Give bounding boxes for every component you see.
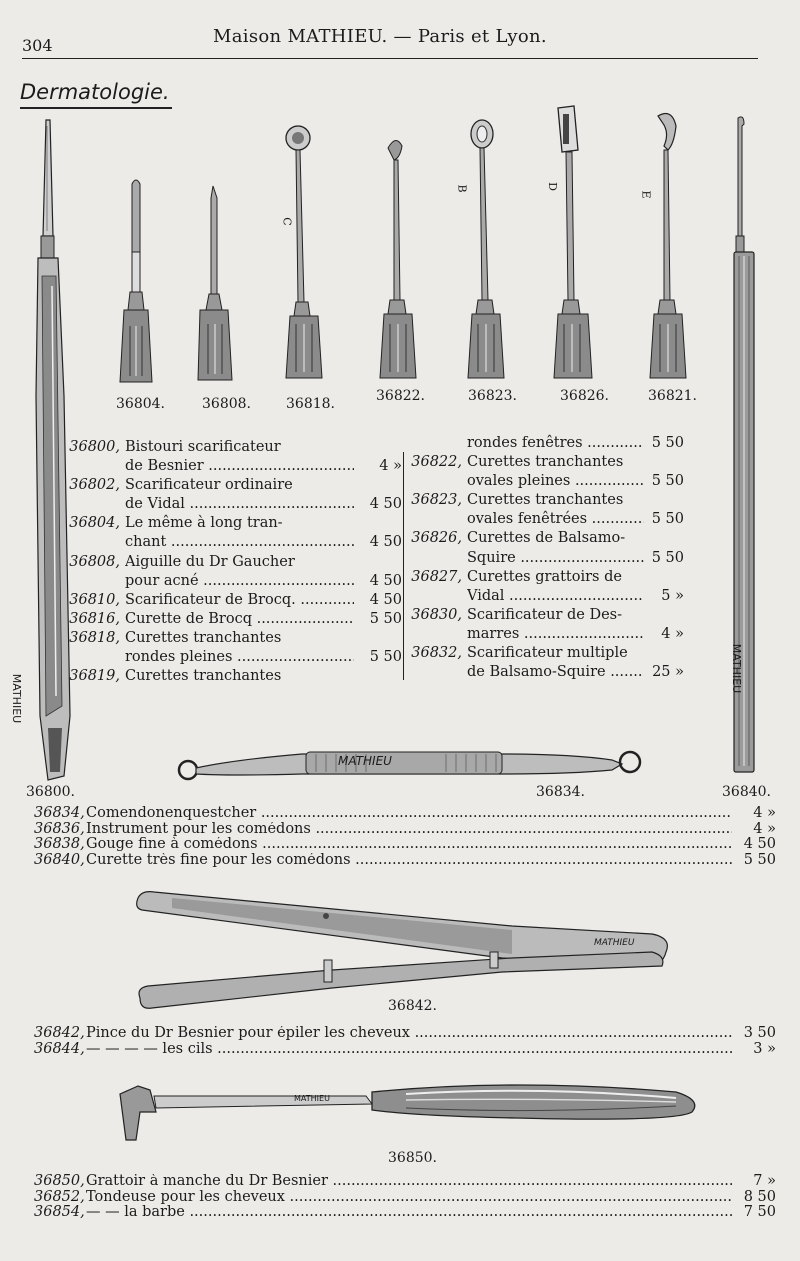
item-price (644, 568, 684, 587)
letter-e: E (639, 190, 653, 199)
item-code: 36827, (411, 568, 462, 585)
item-description: pour acné ..... (125, 572, 354, 591)
catalog-entry-line (62, 553, 402, 572)
indent (62, 648, 125, 667)
catalog-right-column (404, 434, 684, 682)
item-price: 4 » (661, 625, 684, 642)
item-description: Pince du Dr Besnier pour épiler les cheveux ..... (86, 1026, 732, 1042)
item-description: Squire ..... (467, 549, 644, 568)
catalog-entry-line (62, 591, 402, 610)
item-code: 36826, (411, 530, 462, 547)
catalog-entry (34, 1205, 776, 1221)
catalog-entry-line (62, 648, 402, 667)
item-code (404, 434, 467, 453)
item-price: 4 50 (369, 572, 402, 589)
curette-36804-illustration (118, 176, 162, 386)
catalog-entry-line (62, 610, 402, 629)
item-price (354, 514, 402, 533)
item-price (354, 667, 402, 686)
item-description: ovales fenêtrées ..... (467, 510, 644, 529)
curette-36822-illustration (378, 134, 422, 382)
indent (404, 510, 467, 529)
item-description: Curettes tranchantes (467, 454, 624, 471)
item-price (354, 476, 402, 495)
curette-36823-illustration (466, 118, 510, 382)
item-price (644, 529, 684, 548)
page-number: 304 (22, 36, 53, 55)
item-description: Curettes tranchantes (125, 629, 282, 646)
stamp-36850: MATHIEU (294, 1094, 330, 1103)
item-description: Aiguille du Dr Gaucher (125, 553, 295, 570)
item-description: Scarificateur multiple (467, 645, 628, 662)
item-code: 36819, (69, 668, 120, 685)
stamp-36800: MATHIEU (10, 673, 24, 724)
item-description: Vidal ..... (467, 587, 644, 606)
catalog-entry (34, 806, 776, 822)
grattoir-36850-illustration (116, 1078, 706, 1148)
catalog-entry-line (62, 495, 402, 514)
item-price: 5 50 (651, 435, 684, 451)
section-underline (20, 107, 172, 109)
item-description: de Balsamo-Squire ..... (467, 663, 644, 682)
item-code: 36836, (34, 820, 85, 837)
item-price (354, 553, 402, 572)
indent (404, 472, 467, 491)
catalog-entry-line (62, 476, 402, 495)
item-price: 4 » (753, 805, 776, 821)
item-price: 4 50 (369, 496, 402, 513)
item-price: 7 » (753, 1173, 776, 1189)
item-code: 36816, (69, 610, 120, 627)
item-description: Grattoir à manche du Dr Besnier ..... (86, 1174, 732, 1190)
indent (62, 495, 125, 514)
catalog-entry-line (404, 587, 684, 606)
item-code: 36818, (69, 629, 120, 646)
item-code: 36802, (69, 477, 120, 494)
item-code: 36838, (34, 836, 85, 853)
indent (62, 572, 125, 591)
fig-label-36842: 36842. (388, 998, 437, 1014)
catalog-comedons-list (34, 806, 776, 869)
stamp-36842: MATHIEU (594, 938, 635, 948)
header-rule (22, 58, 758, 59)
letter-d: D (545, 182, 559, 191)
curette-36818-illustration (282, 124, 330, 382)
item-description: Scarificateur ordinaire (125, 477, 293, 494)
catalog-entry-line (62, 572, 402, 591)
fig-label-36826: 36826. (560, 388, 609, 404)
item-code: 36808, (69, 553, 120, 570)
item-description: Scarificateur de Brocq. ..... (125, 591, 354, 610)
stamp-36840: MATHIEU (730, 643, 744, 694)
catalog-entry (34, 837, 776, 853)
catalog-pince-list (34, 1026, 776, 1057)
item-price: 4 50 (743, 836, 776, 853)
fig-label-36822: 36822. (376, 388, 425, 404)
item-price (644, 453, 684, 472)
catalog-grattoir-list (34, 1174, 776, 1221)
item-price: 3 » (753, 1040, 776, 1057)
item-price: 8 50 (743, 1188, 776, 1205)
item-price: 4 50 (369, 534, 402, 551)
item-price: 5 50 (651, 473, 684, 490)
item-description: de Vidal ..... (125, 495, 354, 514)
catalog-entry-line (404, 644, 684, 663)
stamp-36834: MATHIEU (338, 754, 392, 768)
fig-label-36818: 36818. (286, 396, 335, 412)
item-description: Le même à long tran- (125, 515, 283, 532)
catalog-entry-line (62, 514, 402, 533)
item-price: 5 50 (651, 511, 684, 528)
item-description: ovales pleines ..... (467, 472, 644, 491)
catalog-entry (34, 1026, 776, 1042)
fig-label-36804: 36804. (116, 396, 165, 412)
item-code: 36810, (69, 591, 120, 608)
indent (404, 587, 467, 606)
catalog-entry-line (404, 453, 684, 472)
letter-b: B (455, 184, 469, 193)
curette-36821-illustration (648, 110, 692, 382)
item-description: rondes fenêtres ..... (467, 434, 644, 453)
catalog-entry-line (404, 625, 684, 644)
indent (404, 663, 467, 682)
catalog-entry-line (404, 529, 684, 548)
item-price: 3 50 (743, 1025, 776, 1041)
item-description: Curettes grattoirs de (467, 568, 622, 585)
indent (62, 533, 125, 552)
letter-c: C (280, 217, 294, 226)
comedon-extractor-36834-illustration (172, 740, 648, 786)
item-description: Curettes tranchantes (125, 668, 282, 685)
item-code: 36832, (411, 645, 462, 662)
item-description: Curette très fine pour les comédons ..... (86, 853, 732, 869)
item-price: 5 » (661, 587, 684, 604)
running-head: Maison MATHIEU. — Paris et Lyon. (213, 26, 547, 47)
catalog-entry-line (404, 606, 684, 625)
item-price: 25 » (652, 664, 684, 681)
item-code: 36842, (34, 1025, 85, 1041)
item-code: 36852, (34, 1188, 85, 1205)
item-description: Comendonenquestcher ..... (86, 806, 732, 822)
catalog-entry-line (62, 629, 402, 648)
catalog-entry-line (404, 549, 684, 568)
item-code: 36844, (34, 1040, 85, 1057)
needle-36808-illustration (196, 184, 240, 384)
item-code: 36823, (411, 492, 462, 509)
fig-label-36834: 36834. (536, 784, 585, 800)
item-price: 4 50 (369, 591, 402, 608)
catalog-entry (34, 1174, 776, 1190)
item-code: 36830, (411, 606, 462, 623)
item-description: Curettes tranchantes (467, 492, 624, 509)
item-price: 5 50 (369, 610, 402, 627)
fig-label-36823: 36823. (468, 388, 517, 404)
indent (404, 549, 467, 568)
item-description: chant ..... (125, 533, 354, 552)
item-price (644, 644, 684, 663)
item-price (644, 606, 684, 625)
item-description: rondes pleines ..... (125, 648, 354, 667)
item-price: 4 » (379, 458, 402, 475)
fig-label-36821: 36821. (648, 388, 697, 404)
item-description: Curettes de Balsamo- (467, 530, 626, 547)
item-price: 7 50 (743, 1204, 776, 1221)
item-price (354, 438, 402, 457)
section-title: Dermatologie. (20, 80, 170, 104)
fig-label-36840: 36840. (722, 784, 771, 800)
catalog-entry (34, 822, 776, 838)
catalog-entry-line (62, 438, 402, 457)
item-description: — — la barbe ..... (86, 1205, 732, 1221)
catalog-entry (34, 1190, 776, 1206)
catalog-entry (34, 1042, 776, 1058)
catalog-left-column (62, 438, 402, 686)
item-description: Tondeuse pour les cheveux ..... (86, 1190, 732, 1206)
fig-label-36800: 36800. (26, 784, 75, 800)
fig-label-36808: 36808. (202, 396, 251, 412)
catalog-entry-line (404, 434, 684, 453)
item-price (644, 491, 684, 510)
catalog-entry-line (404, 510, 684, 529)
indent (62, 457, 125, 476)
curette-36826-illustration (552, 104, 600, 382)
item-description: de Besnier ..... (125, 457, 354, 476)
indent (404, 625, 467, 644)
item-code: 36800, (69, 439, 120, 455)
item-description: marres ..... (467, 625, 644, 644)
catalog-entry-line (404, 472, 684, 491)
catalog-entry-line (404, 663, 684, 682)
item-code: 36850, (34, 1173, 85, 1189)
item-description: Bistouri scarificateur (125, 439, 281, 455)
item-description: — — — — les cils ..... (86, 1042, 732, 1058)
item-description: Gouge fine à comédons ..... (86, 837, 732, 853)
catalog-entry-line (62, 667, 402, 686)
item-description: Curette de Brocq ..... (125, 610, 354, 629)
item-price: 5 50 (369, 649, 402, 666)
item-price: 5 50 (743, 852, 776, 869)
catalog-entry (34, 853, 776, 869)
item-code: 36840, (34, 852, 85, 869)
item-code: 36822, (411, 454, 462, 471)
item-description: Scarificateur de Des- (467, 606, 623, 623)
item-code: 36834, (34, 805, 85, 821)
item-price (354, 629, 402, 648)
catalog-entry-line (62, 533, 402, 552)
item-code: 36804, (69, 515, 120, 532)
catalog-entry-line (62, 457, 402, 476)
catalog-entry-line (404, 491, 684, 510)
catalog-entry-line (404, 568, 684, 587)
item-description: Instrument pour les comédons ..... (86, 822, 732, 838)
fig-label-36850: 36850. (388, 1150, 437, 1166)
item-code: 36854, (34, 1204, 85, 1221)
item-price: 5 50 (651, 549, 684, 566)
item-price: 4 » (753, 820, 776, 837)
tweezers-36842-illustration (132, 886, 672, 1016)
